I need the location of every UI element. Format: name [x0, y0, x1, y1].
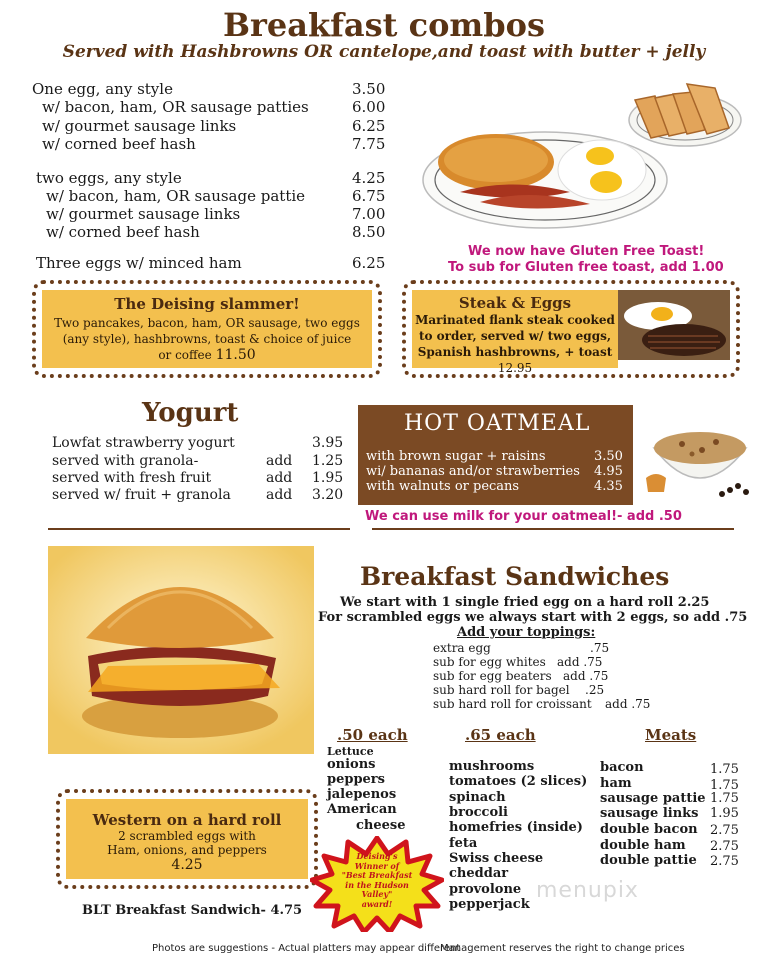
meat-item: bacon [600, 760, 644, 775]
award-line: Winner of [354, 860, 400, 871]
oatmeal-item: with walnuts or pecans [366, 479, 520, 494]
oatmeal-price: 4.35 [594, 479, 623, 494]
yogurt-item: served with fresh fruit [52, 470, 212, 486]
col65-item: spinach [449, 790, 506, 805]
watermark: menupix [536, 878, 639, 903]
steak-eggs-box [402, 280, 740, 378]
western-desc-2: Ham, onions, and peppers [107, 843, 267, 857]
steak-title: Steak & Eggs [458, 294, 572, 312]
sandwich-image [48, 546, 314, 754]
western-price: 4.25 [171, 857, 203, 873]
combo-price: 6.00 [352, 98, 386, 116]
col50-item: cheese [356, 818, 406, 833]
col65-head: .65 each [465, 726, 536, 744]
meats-head: Meats [645, 726, 697, 744]
combo-price: 8.50 [352, 223, 386, 241]
oatmeal-divider [372, 528, 734, 530]
page-subtitle: Served with Hashbrowns OR cantelope,and toast with butter + jelly [62, 42, 706, 62]
combo-price: 6.75 [352, 187, 386, 205]
topping-price: .25 [585, 683, 605, 697]
western-desc-1: 2 scrambled eggs with [118, 829, 256, 843]
eggs-platter-image [420, 122, 670, 232]
col50-item: peppers [327, 772, 385, 787]
col50-item: Lettuce [327, 745, 374, 758]
slammer-title: The Deising slammer! [114, 295, 300, 313]
topping-price: add .75 [557, 655, 603, 669]
yogurt-add: add [266, 453, 293, 469]
sandwich-base: We start with 1 single fried egg on a hard roll 2.25 [340, 595, 710, 610]
page-title: Breakfast combos [222, 6, 546, 44]
footer-prices-note: Management reserves the right to change prices [440, 943, 685, 954]
toppings-head: Add your toppings: [457, 625, 596, 640]
yogurt-item: served with granola- [52, 453, 199, 469]
topping-price: add .75 [563, 669, 609, 683]
yogurt-price: 1.25 [312, 453, 344, 469]
western-title: Western on a hard roll [92, 811, 282, 829]
sandwich-scrambled: For scrambled eggs we always start with 2 eggs, so add .75 [318, 610, 748, 625]
yogurt-price: 3.95 [312, 435, 344, 451]
combo-price: 4.25 [352, 169, 386, 187]
award-line: in the Hudson [345, 879, 409, 890]
meat-price: 1.75 [710, 778, 739, 793]
yogurt-price: 3.20 [312, 487, 344, 503]
oatmeal-milk-note: We can use milk for your oatmeal!- add .50 [365, 509, 682, 524]
award-line: Deising's [356, 851, 398, 861]
combo-price: 3.50 [352, 80, 386, 98]
yogurt-item: served w/ fruit + granola [52, 487, 231, 503]
meat-item: double pattie [600, 853, 697, 868]
meat-price: 1.75 [710, 762, 739, 777]
steak-image [618, 290, 730, 360]
col50-item: jalepenos [327, 787, 397, 802]
oatmeal-item: wi/ bananas and/or strawberries [366, 464, 580, 479]
meat-price: 2.75 [710, 854, 739, 869]
steak-price: 12.95 [497, 361, 533, 375]
meat-item: sausage pattie [600, 791, 706, 806]
col50-item: American [327, 802, 397, 817]
combo-price: 6.25 [352, 254, 386, 272]
topping-price: .75 [590, 641, 610, 655]
award-line: Valley" [361, 889, 393, 899]
slammer-desc-1: Two pancakes, bacon, ham, OR sausage, two eggs [54, 316, 360, 330]
col65-item: Swiss cheese [449, 851, 544, 866]
col65-item: broccoli [449, 805, 508, 820]
combo-item: One egg, any style [32, 80, 173, 98]
col50-item: onions [327, 757, 376, 772]
yogurt-divider [48, 528, 350, 530]
col65-item: homefries (inside) [449, 820, 583, 835]
oatmeal-title: HOT OATMEAL [404, 411, 591, 436]
slammer-desc-3: or coffee [158, 348, 212, 362]
western-box [56, 789, 318, 889]
meat-item: double bacon [600, 822, 698, 837]
topping-item: sub hard roll for bagel [433, 683, 570, 697]
combo-item: w/ corned beef hash [46, 223, 200, 241]
meat-price: 2.75 [710, 823, 739, 838]
combo-price: 6.25 [352, 117, 386, 135]
meat-price: 1.75 [710, 791, 739, 806]
meat-item: sausage links [600, 806, 699, 821]
meat-price: 1.95 [710, 806, 739, 821]
steak-desc-1: Marinated flank steak cooked [415, 313, 615, 327]
yogurt-add: add [266, 487, 293, 503]
meat-price: 2.75 [710, 839, 739, 854]
combo-item: w/ gourmet sausage links [46, 205, 241, 223]
sandwiches-title: Breakfast Sandwiches [360, 562, 670, 591]
slammer-price: 11.50 [215, 347, 256, 363]
combo-item: w/ corned beef hash [42, 135, 196, 153]
yogurt-add: add [266, 470, 293, 486]
steak-desc-3: Spanish hashbrowns, + toast [417, 345, 613, 359]
col65-item: pepperjack [449, 897, 530, 912]
combo-price: 7.00 [352, 205, 386, 223]
award-line: award! [361, 898, 393, 909]
topping-item: sub hard roll for croissant [433, 697, 592, 711]
col65-item: provolone [449, 882, 522, 897]
footer-photos-note: Photos are suggestions - Actual platters may appear different [152, 943, 461, 954]
yogurt-price: 1.95 [312, 470, 344, 486]
col50-head: .50 each [337, 726, 408, 744]
oatmeal-box [358, 405, 633, 505]
award-text [330, 852, 424, 909]
steak-desc-2: to order, served w/ two eggs, [418, 329, 612, 343]
yogurt-title: Yogurt [142, 398, 239, 428]
slammer-desc-2: (any style), hashbrowns, toast & choice of juice [62, 332, 352, 346]
slammer-box [32, 280, 382, 378]
yogurt-item: Lowfat strawberry yogurt [52, 435, 235, 451]
col65-item: tomatoes (2 slices) [449, 774, 588, 789]
topping-price: add .75 [605, 697, 651, 711]
combo-item: w/ bacon, ham, OR sausage patties [42, 98, 309, 116]
blt-sandwich: BLT Breakfast Sandwich- 4.75 [82, 903, 303, 918]
col65-item: mushrooms [449, 759, 535, 774]
gluten-free-price: To sub for Gluten free toast, add 1.00 [448, 260, 724, 275]
combo-item: w/ gourmet sausage links [42, 117, 237, 135]
topping-item: sub for egg beaters [433, 669, 552, 683]
meat-item: double ham [600, 838, 686, 853]
oatmeal-price: 4.95 [594, 464, 623, 479]
award-line: "Best Breakfast [341, 870, 413, 880]
meat-item: ham [600, 776, 632, 791]
combo-item: w/ bacon, ham, OR sausage pattie [46, 187, 306, 205]
combo-item: Three eggs w/ minced ham [36, 254, 242, 272]
col65-item: feta [449, 836, 478, 851]
oatmeal-price: 3.50 [594, 449, 623, 464]
oatmeal-item: with brown sugar + raisins [366, 449, 546, 464]
combo-price: 7.75 [352, 135, 386, 153]
combo-item: two eggs, any style [36, 169, 182, 187]
col65-item: cheddar [449, 866, 509, 881]
topping-item: extra egg [433, 641, 491, 655]
oatmeal-bowl-image [642, 418, 758, 504]
gluten-free-note: We now have Gluten Free Toast! [468, 244, 705, 259]
topping-item: sub for egg whites [433, 655, 546, 669]
